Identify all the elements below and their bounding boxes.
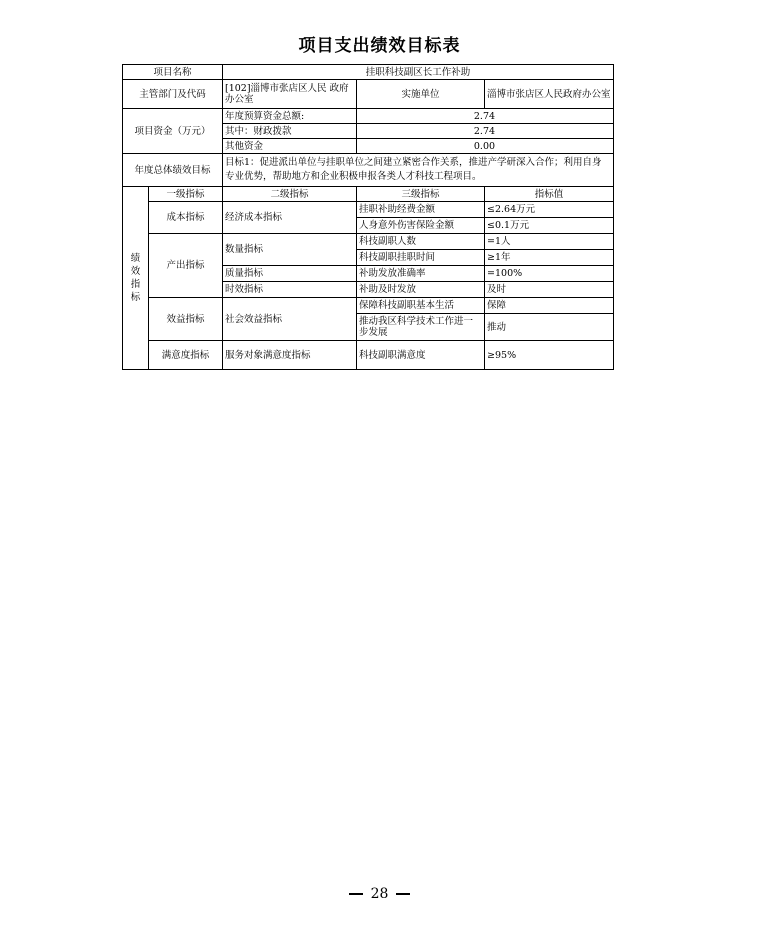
level3-value: ≤2.64万元 — [485, 202, 614, 218]
footer-dash-left — [349, 893, 363, 895]
department-label: 主管部门及代码 — [123, 80, 223, 109]
level3-value: 推动 — [485, 314, 614, 341]
page-number: 28 — [370, 886, 389, 902]
level3-value: ≥95% — [485, 341, 614, 370]
level3-value: =1人 — [485, 234, 614, 250]
indicators-label-char-4: 标 — [130, 292, 141, 303]
indicators-label-char-3: 指 — [130, 279, 141, 290]
row-funds-total — [123, 109, 614, 124]
table-row — [123, 202, 614, 218]
level3-value: ≥1年 — [485, 250, 614, 266]
implementer-label: 实施单位 — [357, 80, 485, 109]
funds-other-label: 其他资金 — [223, 139, 357, 154]
level1-satisfaction: 满意度指标 — [149, 341, 223, 370]
level3-name: 科技副职人数 — [357, 234, 485, 250]
row-department — [123, 80, 614, 109]
level3-name: 保障科技副职基本生活 — [357, 298, 485, 314]
level3-value: 及时 — [485, 282, 614, 298]
project-name-label: 项目名称 — [123, 65, 223, 80]
row-indicator-headers — [123, 187, 614, 202]
level2-economic-cost: 经济成本指标 — [223, 202, 357, 234]
row-project-name — [123, 65, 614, 80]
level3-name: 补助及时发放 — [357, 282, 485, 298]
level2-social-benefit: 社会效益指标 — [223, 298, 357, 341]
funds-other-value: 0.00 — [357, 139, 614, 154]
level3-value: 保障 — [485, 298, 614, 314]
department-value: [102]淄博市张店区人民 政府办公室 — [223, 80, 357, 109]
implementer-value: 淄博市张店区人民政府办公室 — [485, 80, 614, 109]
level3-name: 科技副职挂职时间 — [357, 250, 485, 266]
project-name-value: 挂职科技副区长工作补助 — [223, 65, 614, 80]
level3-name: 科技副职满意度 — [357, 341, 485, 370]
page-title: 项目支出绩效目标表 — [298, 36, 461, 56]
level3-name: 推动我区科学技术工作进一步发展 — [357, 314, 485, 341]
performance-table — [122, 64, 614, 370]
level1-output: 产出指标 — [149, 234, 223, 298]
indicators-label-char-1: 绩 — [130, 253, 141, 264]
level3-name: 人身意外伤害保险金额 — [357, 218, 485, 234]
indicators-label-char-2: 效 — [130, 266, 141, 277]
header-level2: 二级指标 — [223, 187, 357, 202]
level3-value: ≤0.1万元 — [485, 218, 614, 234]
level3-value: =100% — [485, 266, 614, 282]
level2-service-satisfaction: 服务对象满意度指标 — [223, 341, 357, 370]
funds-fiscal-value: 2.74 — [357, 124, 614, 139]
header-level3: 三级指标 — [357, 187, 485, 202]
level2-quality: 质量指标 — [223, 266, 357, 282]
table-row — [123, 298, 614, 314]
annual-goal-label: 年度总体绩效目标 — [123, 154, 223, 187]
level1-cost: 成本指标 — [149, 202, 223, 234]
level1-benefit: 效益指标 — [149, 298, 223, 341]
level3-name: 补助发放准确率 — [357, 266, 485, 282]
funds-fiscal-label: 其中：财政拨款 — [223, 124, 357, 139]
table-row — [123, 341, 614, 370]
header-value: 指标值 — [485, 187, 614, 202]
level2-quantity: 数量指标 — [223, 234, 357, 266]
level3-name: 挂职补助经费金额 — [357, 202, 485, 218]
level2-timeliness: 时效指标 — [223, 282, 357, 298]
header-level1: 一级指标 — [149, 187, 223, 202]
table-row — [123, 234, 614, 250]
funds-total-value: 2.74 — [357, 109, 614, 124]
row-annual-goal — [123, 154, 614, 187]
funds-label: 项目资金（万元） — [123, 109, 223, 154]
indicators-label — [123, 187, 149, 370]
funds-total-label: 年度预算资金总额: — [223, 109, 357, 124]
page-footer — [0, 886, 759, 902]
footer-dash-right — [396, 893, 410, 895]
annual-goal-text: 目标1：促进派出单位与挂职单位之间建立紧密合作关系，推进产学研深入合作；利用自身专业优势，帮助地方和企业积极申报各类人才科技工程项目。 — [223, 154, 614, 187]
